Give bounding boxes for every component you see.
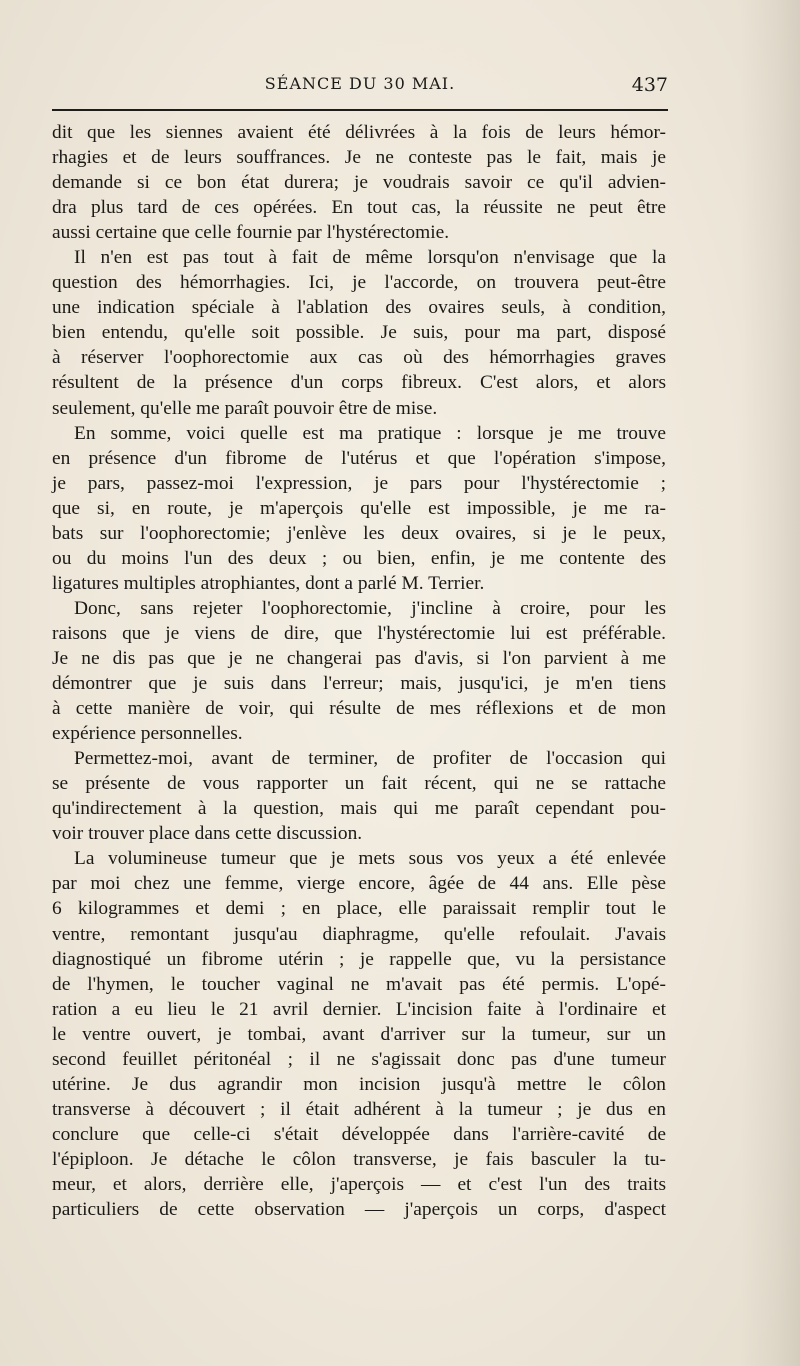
text-line: Je ne dis pas que je ne changerai pas d'avis, si l'on parvient à me — [52, 647, 666, 669]
text-line: particuliers de cette observation — j'aperçois un corps, d'aspect — [52, 1199, 666, 1221]
text-line: Permettez-moi, avant de terminer, de profiter de l'occasion qui — [74, 748, 666, 770]
text-line: démontrer que je suis dans l'erreur; mais, jusqu'ici, je m'en tiens — [52, 673, 666, 695]
text-line: ligatures multiples atrophiantes, dont a parlé M. Terrier. — [52, 572, 485, 594]
text-line: seulement, qu'elle me paraît pouvoir être de mise. — [52, 397, 438, 419]
text-line: bien entendu, qu'elle soit possible. Je suis, pour ma part, disposé — [52, 322, 666, 344]
text-line: demande si ce bon état durera; je voudrais savoir ce qu'il advien- — [52, 172, 666, 194]
text-line: question des hémorrhagies. Ici, je l'accorde, on trouvera peut-être — [52, 272, 666, 294]
text-line: voir trouver place dans cette discussion. — [52, 823, 363, 845]
text-line: rhagies et de leurs souffrances. Je ne conteste pas le fait, mais je — [52, 147, 666, 169]
text-line: diagnostiqué un fibrome utérin ; je rappelle que, vu la persistance — [52, 948, 666, 970]
text-line: en présence d'un fibrome de l'utérus et que l'opération s'impose, — [52, 447, 666, 469]
text-line: expérience personnelles. — [52, 723, 243, 745]
text-line: La volumineuse tumeur que je mets sous vos yeux a été enlevée — [74, 848, 666, 870]
text-line: meur, et alors, derrière elle, j'aperçois — et c'est l'un des traits — [52, 1173, 666, 1195]
text-line: l'épiploon. Je détache le côlon transverse, je fais basculer la tu- — [52, 1148, 666, 1170]
page-edge-shadow — [740, 0, 800, 1366]
text-line: le ventre ouvert, je tombai, avant d'arriver sur la tumeur, sur un — [52, 1023, 666, 1045]
text-line: raisons que je viens de dire, que l'hystérectomie lui est préférable. — [52, 622, 666, 644]
text-line: conclure que celle-ci s'était développée dans l'arrière-cavité de — [52, 1123, 666, 1145]
text-line: une indication spéciale à l'ablation des ovaires seuls, à condition, — [52, 297, 666, 319]
text-line: utérine. Je dus agrandir mon incision jusqu'à mettre le côlon — [52, 1073, 666, 1095]
text-line: de l'hymen, le toucher vaginal ne m'avait pas été permis. L'opé- — [52, 973, 666, 995]
text-line: second feuillet péritonéal ; il ne s'agissait donc pas d'une tumeur — [52, 1048, 666, 1070]
text-line: je pars, passez-moi l'expression, je pars pour l'hystérectomie ; — [52, 472, 666, 494]
text-line: 6 kilogrammes et demi ; en place, elle paraissait remplir tout le — [52, 898, 666, 920]
running-title: SÉANCE DU 30 MAI. — [264, 74, 456, 93]
text-line: ventre, remontant jusqu'au diaphragme, qu'elle refoulait. J'avais — [52, 923, 666, 945]
text-line: transverse à découvert ; il était adhérent à la tumeur ; je dus en — [52, 1098, 666, 1120]
text-line: Donc, sans rejeter l'oophorectomie, j'incline à croire, pour les — [74, 597, 666, 619]
text-line: En somme, voici quelle est ma pratique : lorsque je me trouve — [74, 422, 666, 444]
text-line: à cette manière de voir, qui résulte de mes réflexions et de mon — [52, 698, 666, 720]
text-line: bats sur l'oophorectomie; j'enlève les deux ovaires, si je le peux, — [52, 522, 666, 544]
text-line: se présente de vous rapporter un fait récent, qui ne se rattache — [52, 773, 666, 795]
text-line: par moi chez une femme, vierge encore, âgée de 44 ans. Elle pèse — [52, 873, 666, 895]
text-line: ration a eu lieu le 21 avril dernier. L'incision faite à l'ordinaire et — [52, 998, 666, 1020]
text-line: aussi certaine que celle fournie par l'hystérectomie. — [52, 222, 450, 244]
text-line: dit que les siennes avaient été délivrées à la fois de leurs hémor- — [52, 122, 666, 143]
text-line: résultent de la présence d'un corps fibreux. C'est alors, et alors — [52, 372, 666, 394]
page-number: 437 — [631, 74, 668, 96]
text-line: dra plus tard de ces opérées. En tout cas, la réussite ne peut être — [52, 197, 666, 219]
text-line: que si, en route, je m'aperçois qu'elle est impossible, je me ra- — [52, 497, 666, 519]
body-text — [52, 120, 666, 1222]
text-line: à réserver l'oophorectomie aux cas où des hémorrhagies graves — [52, 347, 666, 369]
running-head — [52, 74, 668, 104]
text-line: ou du moins l'un des deux ; ou bien, enfin, je me contente des — [52, 547, 666, 569]
text-line: qu'indirectement à la question, mais qui me paraît cependant pou- — [52, 798, 666, 820]
text-line: Il n'en est pas tout à fait de même lorsqu'on n'envisage que la — [74, 247, 666, 269]
header-rule — [52, 109, 668, 111]
